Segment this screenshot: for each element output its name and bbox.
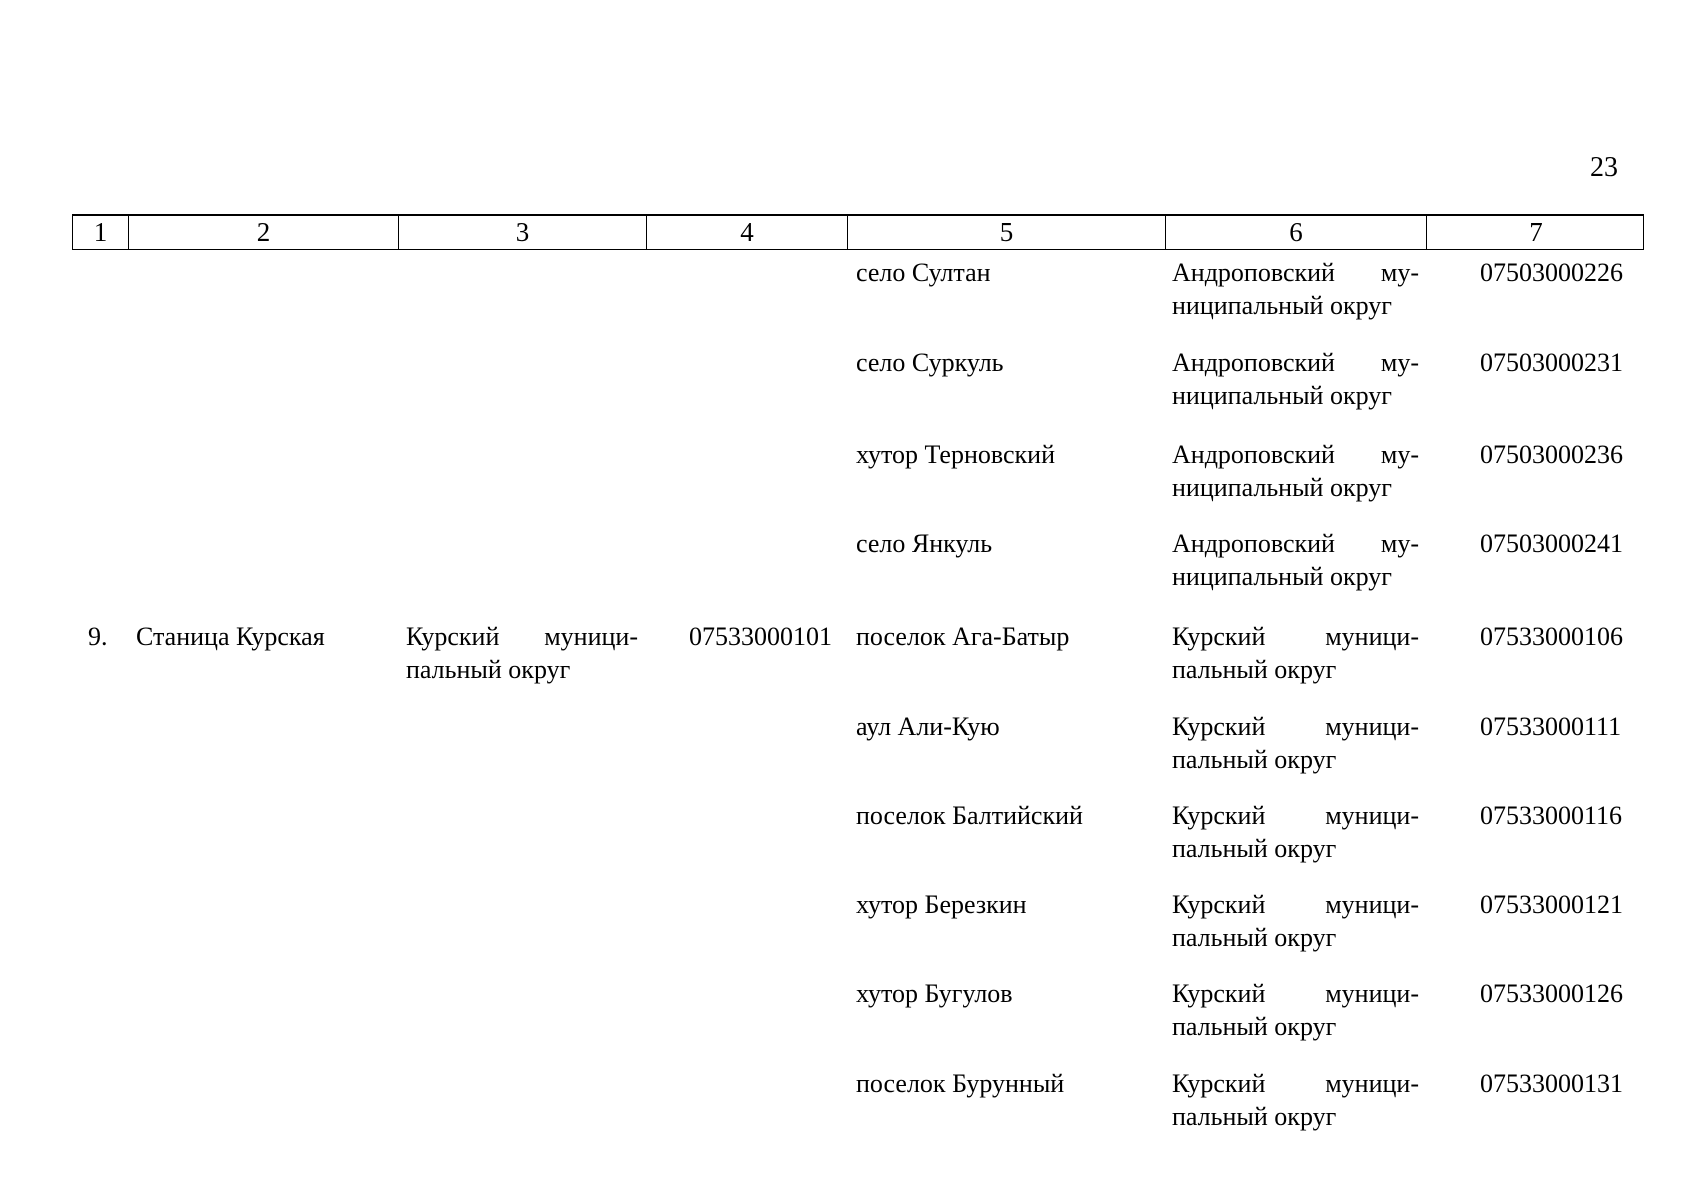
settlement-code: 07503000226 — [1480, 258, 1623, 287]
settlement-name: поселок Ага-Батыр — [856, 622, 1070, 651]
municipality-line: пальный округ — [406, 655, 571, 684]
entry-name: Станица Курская — [136, 622, 325, 651]
table-row — [0, 256, 1696, 336]
municipality-word: Курский — [1172, 1069, 1266, 1098]
settlement-code: 07533000106 — [1480, 622, 1623, 651]
entry-municipality — [406, 620, 638, 686]
settlement-name: поселок Балтийский — [856, 801, 1083, 830]
municipality-line: пальный округ — [1172, 745, 1337, 774]
municipality-word: муници- — [1325, 712, 1419, 741]
settlement-municipality — [1172, 977, 1419, 1043]
municipality-line: ниципальный округ — [1172, 562, 1392, 591]
municipality-word: муници- — [1325, 890, 1419, 919]
settlement-name: поселок Бурунный — [856, 1069, 1065, 1098]
settlement-municipality — [1172, 1067, 1419, 1133]
settlement-name: хутор Бугулов — [856, 979, 1013, 1008]
municipality-word: Андроповский — [1172, 258, 1335, 287]
settlement-municipality — [1172, 620, 1419, 686]
municipality-word: му- — [1380, 258, 1419, 287]
header-col-6: 6 — [1166, 216, 1427, 249]
municipality-line: пальный округ — [1172, 834, 1337, 863]
header-col-5: 5 — [848, 216, 1166, 249]
header-col-3: 3 — [399, 216, 647, 249]
municipality-word: Курский — [1172, 979, 1266, 1008]
table-row — [0, 1067, 1696, 1147]
municipality-word: Андроповский — [1172, 529, 1335, 558]
settlement-code: 07533000121 — [1480, 890, 1623, 919]
municipality-word: му- — [1380, 529, 1419, 558]
municipality-word: му- — [1380, 440, 1419, 469]
settlement-name: село Суркуль — [856, 348, 1004, 377]
municipality-line: пальный округ — [1172, 1102, 1337, 1131]
municipality-line: пальный округ — [1172, 655, 1337, 684]
municipality-word: муници- — [1325, 979, 1419, 1008]
municipality-word: муници- — [544, 622, 638, 651]
municipality-word: муници- — [1325, 1069, 1419, 1098]
municipality-word: му- — [1380, 348, 1419, 377]
municipality-word: Курский — [1172, 712, 1266, 741]
municipality-word: Курский — [1172, 890, 1266, 919]
table-row — [0, 710, 1696, 790]
municipality-word: Курский — [406, 622, 500, 651]
settlement-code: 07503000241 — [1480, 529, 1623, 558]
settlement-municipality — [1172, 527, 1419, 593]
settlement-code: 07533000126 — [1480, 979, 1623, 1008]
settlement-municipality — [1172, 346, 1419, 412]
settlement-code: 07533000131 — [1480, 1069, 1623, 1098]
settlement-code: 07503000236 — [1480, 440, 1623, 469]
table-row — [0, 346, 1696, 426]
municipality-word: муници- — [1325, 622, 1419, 651]
table-row — [0, 438, 1696, 518]
table-row — [0, 977, 1696, 1057]
table-row — [0, 888, 1696, 968]
header-col-7: 7 — [1529, 217, 1543, 247]
table-row — [0, 527, 1696, 607]
table-row — [0, 799, 1696, 879]
municipality-word: Андроповский — [1172, 348, 1335, 377]
settlement-municipality — [1172, 888, 1419, 954]
header-col-2: 2 — [129, 216, 399, 249]
municipality-line: ниципальный округ — [1172, 291, 1392, 320]
municipality-word: Курский — [1172, 801, 1266, 830]
municipality-line: пальный округ — [1172, 923, 1337, 952]
settlement-code: 07533000111 — [1480, 712, 1622, 741]
header-col-4: 4 — [647, 216, 848, 249]
municipality-line: пальный округ — [1172, 1012, 1337, 1041]
page-number: 23 — [1590, 152, 1618, 183]
entry-code: 07533000101 — [689, 622, 832, 651]
settlement-name: село Султан — [856, 258, 991, 287]
table-header — [72, 214, 1644, 250]
entry-number: 9. — [88, 622, 108, 651]
settlement-municipality — [1172, 710, 1419, 776]
municipality-line: ниципальный округ — [1172, 473, 1392, 502]
municipality-word: муници- — [1325, 801, 1419, 830]
settlement-name: аул Али-Кую — [856, 712, 1000, 741]
settlement-name: хутор Березкин — [856, 890, 1027, 919]
header-col-1: 1 — [73, 216, 129, 249]
settlement-code: 07533000116 — [1480, 801, 1623, 830]
municipality-line: ниципальный округ — [1172, 381, 1392, 410]
municipality-word: Курский — [1172, 622, 1266, 651]
settlement-municipality — [1172, 256, 1419, 322]
settlement-municipality — [1172, 438, 1419, 504]
table-row — [0, 620, 1696, 700]
settlement-municipality — [1172, 799, 1419, 865]
settlement-name: хутор Терновский — [856, 440, 1055, 469]
settlement-name: село Янкуль — [856, 529, 993, 558]
settlement-code: 07503000231 — [1480, 348, 1623, 377]
municipality-word: Андроповский — [1172, 440, 1335, 469]
